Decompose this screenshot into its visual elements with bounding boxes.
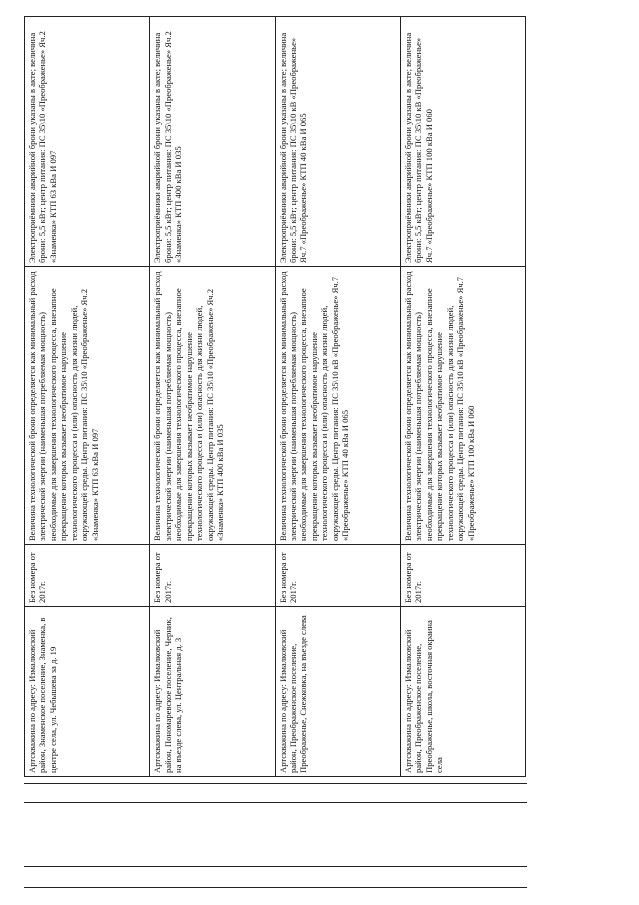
description-cell: Величина технологической брони определяется как минимальный расход электрической энергии (наименьшая потребляемая мощность) необходимые для завершения технологического процесса, внезапное прекращение которых вызывает необратимое нарушение технологического процесса и (или) опасность для жизни людей, окружающей среды. Центр питания: ПС 35\10 «Преображенье» Яч.2 «Знаменка» КТП 400 кВа И 035 [150,267,275,545]
location-cell: Артскважина по адресу: Измалковский район, Преображенское поселение, Преображенье, Снежковка, на въезде слева [275,607,400,777]
table-row [150,17,275,777]
reserve-cell: Электроприёмники аварийной брони указаны в акте; величина брони: 5,5 кВт; центр питания: ПС 35\10 кВ «Преображенье» Яч.7 «Преображенье» КТП 40 кВа И 065 [275,17,400,267]
description-cell: Величина технологической брони определяется как минимальный расход электрической энергии (наименьшая потребляемая мощность) необходимые для завершения технологического процесса, внезапное прекращение которых вызывает необратимое нарушение технологического процесса и (или) опасность для жизни людей, окружающей среды. Центр питания: ПС 35\10 кВ «Преображенье» Яч.7 «Преображенье» КТП 100 кВа И 060 [400,267,525,545]
rotated-table-wrapper [24,17,526,777]
description-cell: Величина технологической брони определяется как минимальный расход электрической энергии (наименьшая потребляемая мощность) необходимые для завершения технологического процесса, внезапное прекращение которых вызывает необратимое нарушение технологического процесса и (или) опасность для жизни людей, окружающей среды. Центр питания: ПС 35\10 кВ «Преображенье» Яч.7 «Преображенье» КТП 40 кВа И 065 [275,267,400,545]
reserve-cell: Электроприёмники аварийной брони указаны в акте; величина брони: 5,5 кВт; центр питания: ПС 35\10 кВ «Преображенье» Яч.7 «Преображенье» КТП 100 кВа И 060 [400,17,525,267]
table-row [400,17,525,777]
footer-rule [24,866,527,867]
footer-rule [24,783,527,784]
reserve-cell: Электроприёмники аварийной брони указаны в акте; величина брони: 5,5 кВт; центр питания: ПС 35\10 «Преображенье» Яч.2 «Знаменка» КТП 63 кВа И 097 [25,17,150,267]
act-number-cell: Без номера от 2017г. [150,545,275,607]
table-row [275,17,400,777]
footer-rule [24,887,527,888]
location-cell: Артскважина по адресу: Измалковский район, Знаменское поселение, Знаменка, в центре села, ул. Чебышева за д. 19 [25,607,150,777]
act-number-cell: Без номера от 2017г. [275,545,400,607]
table-row [25,17,150,777]
footer-rule [24,802,527,803]
location-cell: Артскважина по адресу: Измалковский район, Преображенское поселение, Преображенье, школа, восточная окраина села [400,607,525,777]
reserve-table [24,16,526,777]
act-number-cell: Без номера от 2017г. [400,545,525,607]
act-number-cell: Без номера от 2017г. [25,545,150,607]
location-cell: Артскважина по адресу: Измалковский район, Пономаревское поселение, Черник, на въезде слева, ул. Центральная д. 3 [150,607,275,777]
reserve-cell: Электроприёмники аварийной брони указаны в акте; величина брони: 5,5 кВт; центр питания: ПС 35\10 «Преображенье» Яч.2 «Знаменка» КТП 400 кВа И 035 [150,17,275,267]
description-cell: Величина технологической брони определяется как минимальный расход электрической энергии (наименьшая потребляемая мощность) необходимые для завершения технологического процесса, внезапное прекращение которых вызывает необратимое нарушение технологического процесса и (или) опасность для жизни людей, окружающей среды. Центр питания: ПС 35\10 «Преображенье» Яч.2 «Знаменка» КТП 63 кВа И 097 [25,267,150,545]
